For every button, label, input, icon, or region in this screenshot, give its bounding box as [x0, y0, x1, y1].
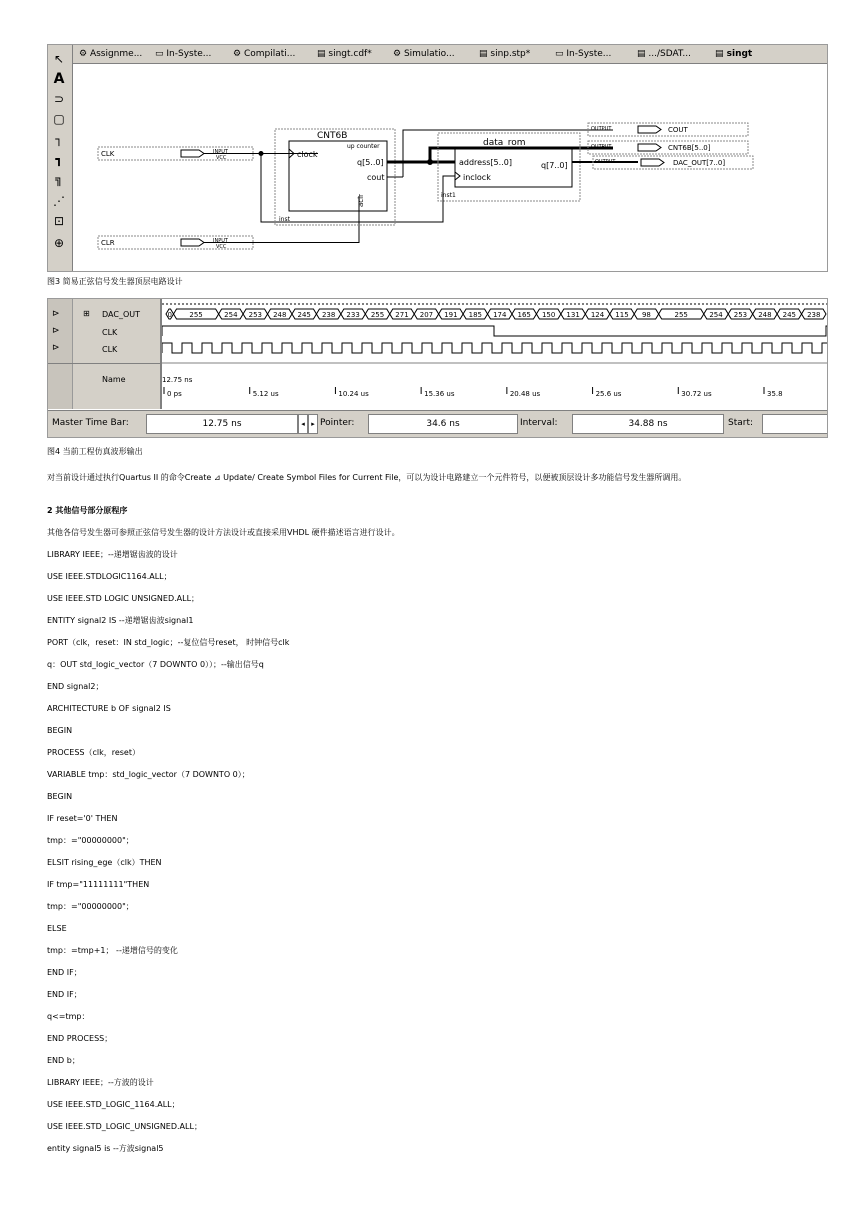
clk-pin-type: INPUT — [213, 149, 228, 155]
bus-value-label: 207 — [419, 311, 434, 319]
rom-clock-marker — [455, 172, 460, 180]
tab-label: Compilati... — [243, 49, 296, 59]
bus-value-label: 253 — [248, 311, 263, 319]
clk-pin-name: CLK — [101, 150, 115, 158]
signal-name-clk-1: CLK — [102, 328, 118, 337]
code-line: END PROCESS； — [47, 1034, 113, 1043]
signal-name-dac: DAC_OUT — [102, 310, 140, 319]
tab-label: singt — [726, 49, 753, 59]
bus-value-label: 248 — [758, 311, 772, 319]
interval-label: Interval: — [520, 418, 558, 428]
code-line: VARIABLE tmp：std_logic_vector（7 DOWNTO 0）； — [47, 770, 250, 779]
tab-label: In-Syste... — [566, 49, 612, 59]
cnt6b-instance: inst — [279, 216, 290, 223]
tab-assignments[interactable]: ⚙ Assignme... — [79, 49, 143, 59]
name-divider — [48, 363, 160, 364]
start-label: Start: — [728, 418, 754, 428]
signal-name-clk-2: CLK — [102, 345, 118, 354]
tab-label: Assignme... — [89, 49, 143, 59]
zoom-fit-icon[interactable]: ⊡ — [53, 214, 65, 228]
code-line: ARCHITECTURE b OF signal2 IS — [47, 704, 171, 713]
code-line: USE IEEE.STD_LOGIC_UNSIGNED.ALL； — [47, 1122, 202, 1131]
bus-value-label: 124 — [590, 311, 605, 319]
pointer-field[interactable]: 34.6 ns — [368, 414, 518, 434]
rom-title: data_rom — [483, 138, 526, 148]
time-tick-label: 5.12 us — [252, 390, 279, 398]
cursor-time-label: 12.75 ns — [162, 376, 193, 384]
rom-q-port: q[7..0] — [541, 161, 568, 170]
time-tick-label: 35.8 — [767, 390, 783, 398]
paragraph-other-signals: 其他各信号发生器可参照正弦信号发生器的设计方法设计或直接采用VHDL 硬件描述语言进行设计。 — [47, 528, 400, 537]
bus-value-label: 254 — [224, 311, 238, 319]
cnt6b-type: up counter — [347, 143, 380, 150]
dac-out-bus-waveform — [162, 304, 827, 319]
expand-icon[interactable]: ⊞ — [83, 309, 90, 318]
time-tick-label: 0 ps — [167, 390, 182, 398]
drawing-toolbar — [48, 45, 73, 271]
orthogonal-node-icon[interactable]: ┐ — [55, 132, 63, 146]
tab-simulation[interactable]: ⚙ Simulatio... — [393, 49, 455, 59]
code-line: USE IEEE.STDLOGIC1164.ALL； — [47, 572, 172, 581]
code-line: IF reset='0' THEN — [47, 814, 118, 823]
dac-pin-type: OUTPUT — [595, 159, 616, 165]
bus-value-label: 191 — [444, 311, 458, 319]
clk-waveforms — [162, 326, 827, 353]
name-column-label: Name — [102, 375, 126, 384]
dac-pin-name: DAC_OUT[7..0] — [673, 159, 726, 167]
cnt6b-clock-port: clock — [297, 150, 318, 159]
clr-pin-shape — [181, 239, 204, 246]
bus-value-label: 254 — [709, 311, 723, 319]
clk-pin-shape — [181, 150, 204, 157]
dac-pin-shape — [641, 159, 664, 166]
rom-instance: inst1 — [441, 192, 456, 199]
zoom-icon[interactable]: ⊕ — [53, 236, 65, 250]
time-tick-label: 15.36 us — [424, 390, 455, 398]
cnt6b-cout-port: cout — [367, 173, 385, 182]
schematic-screenshot — [47, 44, 828, 272]
pointer-icon[interactable]: ↖ — [53, 52, 65, 66]
bus-value-label: 174 — [493, 311, 507, 319]
schematic-canvas — [73, 64, 827, 271]
tab-singt-cdf[interactable]: ▤ singt.cdf* — [317, 49, 372, 59]
code-line: entity signal5 is --方波signal5 — [47, 1144, 164, 1153]
master-time-field[interactable]: 12.75 ns — [146, 414, 298, 434]
code-line: tmp：="00000000"； — [47, 836, 134, 845]
clr-pin-name: CLR — [101, 239, 115, 247]
code-line: LIBRARY IEEE；--递增锯齿波的设计 — [47, 550, 178, 559]
bus-value-label: 98 — [641, 311, 651, 319]
scroll-right-icon[interactable]: ▸ — [308, 414, 318, 434]
tab-in-system-1[interactable]: ▭ In-Syste... — [155, 49, 212, 59]
section-heading: 2 其他信号部分原程序 — [47, 506, 128, 515]
text-tool-icon[interactable]: A — [53, 71, 65, 87]
cout-pin-shape — [638, 126, 661, 133]
bus-value-label: 233 — [346, 311, 360, 319]
code-line: PROCESS（clk，reset） — [47, 748, 140, 757]
bus-signal-icon: ⊳ — [52, 309, 60, 319]
code-line: ENTITY signal2 IS --递增锯齿波signal1 — [47, 616, 194, 625]
bus-value-label: 253 — [733, 311, 748, 319]
bus-value-label: 238 — [807, 311, 821, 319]
start-field[interactable] — [762, 414, 828, 434]
code-line: tmp：="00000000"； — [47, 902, 134, 911]
figure3-caption: 图3 简易正弦信号发生器顶层电路设计 — [47, 277, 183, 286]
code-line: q<=tmp： — [47, 1012, 90, 1021]
clk-to-rom-wire — [261, 154, 443, 223]
cnt6b-q-port: q[5..0] — [357, 158, 384, 167]
document-tabs — [73, 45, 827, 64]
bus-value-label: 0 — [167, 311, 172, 319]
clk-pin-vcc: VCC — [216, 155, 227, 161]
code-line: BEGIN — [47, 726, 73, 735]
time-ruler — [164, 387, 783, 398]
orthogonal-bus-icon[interactable]: ┓ — [55, 152, 63, 166]
bus-value-label: 185 — [468, 311, 483, 319]
partial-line-icon[interactable]: ⋰ — [53, 194, 65, 208]
cnt6b-aclr-port: aclr — [357, 194, 365, 207]
master-time-label: Master Time Bar: — [52, 418, 129, 428]
symbol-tool-icon[interactable]: ⊃ — [53, 92, 65, 106]
tab-label: singt.cdf* — [328, 49, 372, 59]
cout-pin-type: OUTPUT — [591, 126, 612, 132]
clr-pin-type: INPUT — [213, 238, 228, 244]
rom-inclock-port: inclock — [463, 173, 491, 182]
code-line: tmp：=tmp+1； --递增信号的变化 — [47, 946, 178, 955]
tab-in-system-2[interactable]: ▭ In-Syste... — [555, 49, 612, 59]
figure4-caption: 图4 当前工程仿真波形输出 — [47, 447, 143, 456]
code-line: LIBRARY IEEE；--方波的设计 — [47, 1078, 154, 1087]
bus-value-label: 255 — [370, 311, 385, 319]
bus-value-label: 255 — [674, 311, 688, 319]
code-line: PORT（clk，reset：IN std_logic；--复位信号reset， 时钟信号clk — [47, 638, 290, 647]
cnt6b-pin-name: CNT6B[5..0] — [668, 144, 711, 152]
interval-field[interactable]: 34.88 ns — [572, 414, 724, 434]
time-tick-label: 25.6 us — [595, 390, 622, 398]
signal-list — [48, 299, 162, 409]
clk-2-waveform — [162, 343, 827, 353]
rectangle-tool-icon[interactable]: ▢ — [53, 112, 65, 126]
code-line: USE IEEE.STD_LOGIC_1164.ALL； — [47, 1100, 180, 1109]
code-line: END signal2； — [47, 682, 104, 691]
code-line: ELSE — [47, 924, 67, 933]
bus-value-label: 255 — [189, 311, 203, 319]
code-line: END IF； — [47, 990, 82, 999]
code-line: BEGIN — [47, 792, 73, 801]
status-bar — [48, 410, 827, 438]
bus-value-label: 115 — [615, 311, 629, 319]
paragraph-symbol-creation: 对当前设计通过执行Quartus II 的命令Create ⊿ Update/ Create Symbol Files for Current File，可以为设计电路建立一个元件符号，以便被顶层设计多功能信号发生器所调用。 — [47, 473, 687, 482]
input-signal-icon: ⊳ — [52, 326, 60, 336]
code-line: q：OUT std_logic_vector（7 DOWNTO 0））；--输出信号q — [47, 660, 264, 669]
bus-value-label: 245 — [297, 311, 311, 319]
rom-address-port: address[5..0] — [459, 158, 512, 167]
bus-value-label: 245 — [782, 311, 797, 319]
conduit-icon[interactable]: ╗ — [55, 172, 63, 186]
tab-sdat[interactable]: ▤ .../SDAT... — [637, 49, 691, 59]
tab-label: .../SDAT... — [648, 49, 691, 59]
time-tick-label: 10.24 us — [338, 390, 369, 398]
scroll-left-icon[interactable]: ◂ — [298, 414, 308, 434]
waveform-screenshot — [47, 298, 828, 438]
time-tick-label: 30.72 us — [681, 390, 712, 398]
bus-value-label: 165 — [517, 311, 531, 319]
tab-singt-active[interactable]: ▤ singt — [715, 49, 753, 59]
time-tick-label: 20.48 us — [509, 390, 541, 398]
code-line: END b； — [47, 1056, 80, 1065]
clr-pin-vcc: VCC — [216, 244, 227, 250]
cnt6b-bus — [430, 148, 613, 162]
tab-compilation[interactable]: ⚙ Compilati... — [233, 49, 296, 59]
bus-value-label: 131 — [566, 311, 580, 319]
tab-label: Simulatio... — [403, 49, 455, 59]
code-line: END IF； — [47, 968, 82, 977]
bus-value-label: 238 — [321, 311, 336, 319]
cnt6b-title: CNT6B — [317, 131, 348, 141]
bus-value-label: 271 — [395, 311, 409, 319]
tab-label: In-Syste... — [166, 49, 212, 59]
waveform-canvas — [162, 299, 827, 409]
bus-value-label: 248 — [273, 311, 287, 319]
tab-sinp-stp[interactable]: ▤ sinp.stp* — [479, 49, 531, 59]
code-line: USE IEEE.STD LOGIC UNSIGNED.ALL； — [47, 594, 200, 603]
cnt6b-pin-type: OUTPUT — [591, 144, 612, 150]
clk-1-waveform — [162, 326, 827, 336]
code-line: IF tmp="11111111"THEN — [47, 880, 150, 889]
bus-value-label: 150 — [541, 311, 556, 319]
cnt6b-pin-shape — [638, 144, 661, 151]
pointer-label: Pointer: — [320, 418, 355, 428]
cout-pin-name: COUT — [668, 126, 688, 134]
tab-label: sinp.stp* — [490, 49, 531, 59]
code-line: ELSIT rising_ege（clk）THEN — [47, 858, 162, 867]
input-signal-icon: ⊳ — [52, 343, 60, 353]
